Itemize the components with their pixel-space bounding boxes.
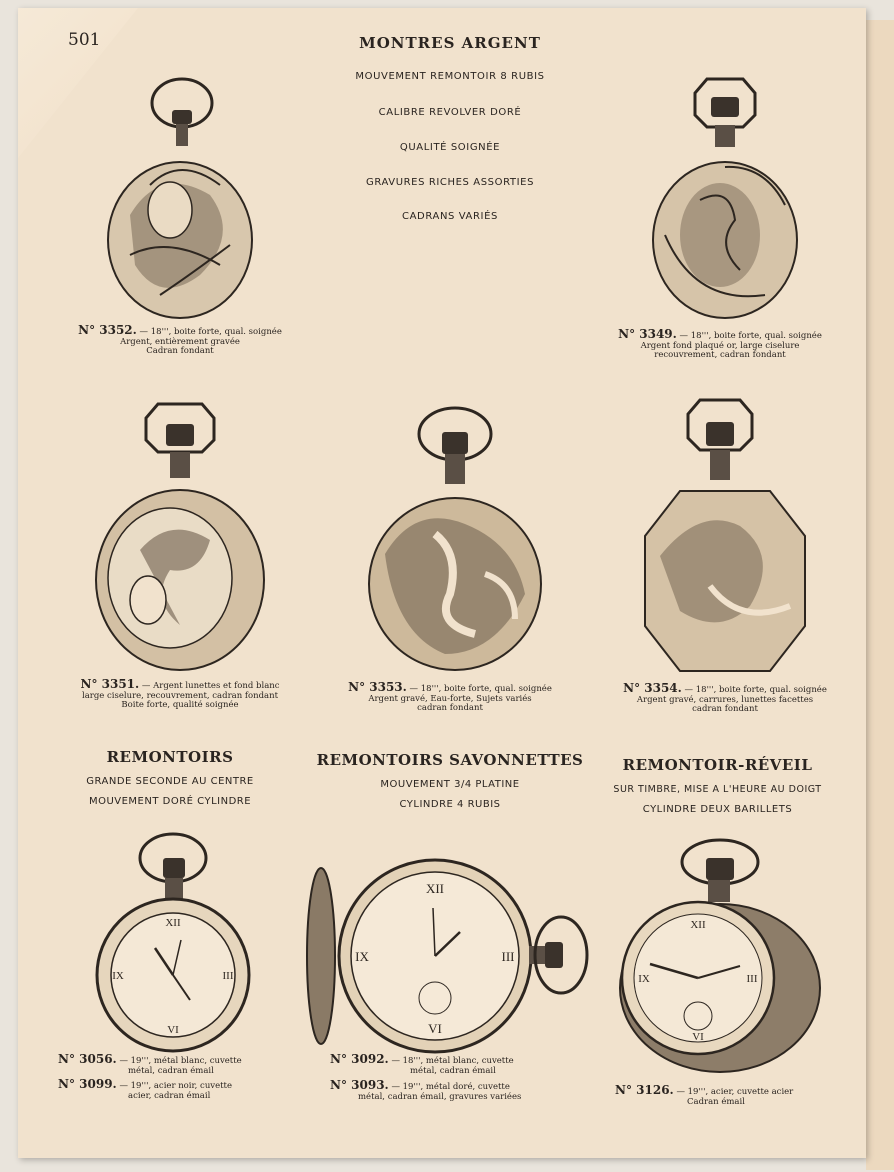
hunter-watch-open-illustration [305, 858, 590, 1053]
pocket-watch-illustration [90, 400, 270, 675]
svg-text:VI: VI [428, 1021, 442, 1036]
caption-line: — Argent lunettes et fond blanc [141, 681, 280, 691]
caption-line: Argent fond plaqué or, large ciselure [640, 340, 800, 351]
item-number: N° 3093. [330, 1078, 389, 1092]
section-title: REMONTOIRS SAVONNETTES [316, 751, 584, 769]
svg-text:III: III [222, 970, 234, 982]
section-title: REMONTOIRS [106, 748, 234, 766]
item-number: N° 3352. [78, 323, 137, 337]
caption-line: — 18''', boite forte, qual. soignée [139, 327, 282, 337]
page-number: 501 [68, 30, 101, 50]
watch-caption [330, 1052, 570, 1076]
caption-line: recouvrement, cadran fondant [654, 350, 786, 360]
svg-text:III: III [501, 949, 515, 964]
watch-caption [58, 1077, 293, 1101]
caption-line: Cadran émail [687, 1096, 745, 1107]
svg-text:IX: IX [638, 973, 650, 985]
svg-text:VI: VI [692, 1031, 704, 1043]
caption-line: acier, cadran émail [128, 1090, 211, 1101]
section-title: REMONTOIR-RÉVEIL [622, 756, 813, 774]
caption-line: Argent gravé, carrures, lunettes facettes [636, 694, 814, 705]
item-number: N° 3351. [80, 677, 140, 691]
watch-caption [330, 1078, 575, 1102]
watch-caption [600, 327, 840, 361]
watch-caption [55, 677, 305, 711]
svg-text:VI: VI [167, 1024, 179, 1036]
item-number: N° 3354. [623, 681, 682, 695]
caption-line: — 18''', boite forte, qual. soignée [409, 684, 552, 694]
caption-line: métal, cadran émail, gravures variées [358, 1091, 522, 1102]
caption-line: — 18''', boite forte, qual. soignée [679, 331, 822, 341]
header-line: QUALITÉ SOIGNÉE [399, 142, 501, 153]
adjacent-page-edge [866, 20, 894, 1170]
section-subtitle: MOUVEMENT 3/4 PLATINE [380, 779, 520, 790]
svg-text:XII: XII [690, 919, 706, 931]
item-number: N° 3056. [58, 1052, 117, 1066]
caption-line: Argent gravé, Eau-forte, Sujets variés [368, 693, 532, 704]
svg-text:XII: XII [165, 917, 181, 929]
section-subtitle: SUR TIMBRE, MISE A L'HEURE AU DOIGT [613, 784, 822, 795]
section-savonnettes [300, 751, 600, 810]
item-number: N° 3099. [58, 1077, 117, 1091]
section-subtitle: CYLINDRE 4 RUBIS [399, 799, 501, 810]
open-face-watch-illustration [95, 830, 255, 1055]
caption-line: métal, cadran émail [410, 1065, 496, 1076]
section-subtitle: CYLINDRE DEUX BARILLETS [642, 804, 793, 815]
item-number: N° 3092. [330, 1052, 389, 1066]
caption-line: — 19''', acier, cuvette acier [676, 1087, 794, 1097]
caption-line: — 18''', boite forte, qual. soignée [684, 685, 827, 695]
caption-line: Argent, entièrement gravée [120, 336, 240, 347]
header-line: GRAVURES RICHES ASSORTIES [365, 177, 535, 188]
pocket-watch-illustration [640, 396, 810, 676]
watch-caption [60, 323, 300, 357]
page-title: MONTRES ARGENT [359, 34, 541, 52]
watch-caption [615, 1083, 845, 1107]
caption-line: — 19''', métal blanc, cuvette [119, 1056, 242, 1066]
caption-line: — 18''', métal blanc, cuvette [391, 1056, 514, 1066]
section-subtitle: GRANDE SECONDE AU CENTRE [86, 776, 254, 787]
pocket-watch-illustration [100, 75, 260, 325]
header-line: MOUVEMENT REMONTOIR 8 RUBIS [355, 71, 545, 82]
svg-text:IX: IX [355, 949, 369, 964]
caption-line: — 19''', acier noir, cuvette [119, 1081, 232, 1091]
header-line: CALIBRE REVOLVER DORÉ [378, 107, 522, 118]
section-remontoirs [40, 748, 300, 807]
caption-line: cadran fondant [417, 703, 483, 713]
item-number: N° 3126. [615, 1083, 674, 1097]
item-number: N° 3349. [618, 327, 677, 341]
caption-line: Boite forte, qualité soignée [121, 700, 239, 710]
caption-line: métal, cadran émail [128, 1065, 214, 1076]
svg-text:III: III [746, 973, 758, 985]
caption-line: Cadran fondant [146, 346, 214, 356]
alarm-watch-illustration [610, 838, 825, 1073]
header-line: CADRANS VARIÉS [402, 211, 498, 222]
caption-line: cadran fondant [692, 704, 758, 714]
watch-caption [325, 680, 575, 714]
item-number: N° 3353. [348, 680, 407, 694]
caption-line: large ciselure, recouvrement, cadran fondant [81, 690, 279, 701]
caption-line: — 19''', métal doré, cuvette [391, 1082, 510, 1092]
watch-caption [600, 681, 850, 715]
svg-text:IX: IX [112, 970, 124, 982]
section-reveil [590, 756, 845, 815]
pocket-watch-illustration [365, 404, 545, 674]
watch-caption [58, 1052, 293, 1076]
section-subtitle: MOUVEMENT DORÉ CYLINDRE [88, 796, 252, 807]
pocket-watch-illustration [645, 75, 805, 325]
svg-text:XII: XII [425, 881, 445, 896]
